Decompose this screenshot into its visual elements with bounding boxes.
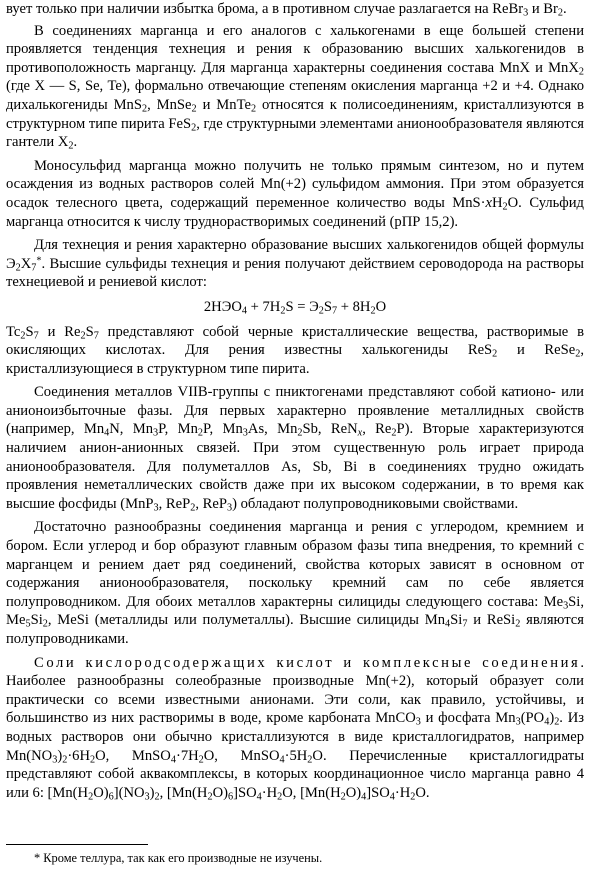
paragraph-salts [6,654,584,803]
paragraph-salts-body: . Наиболее разнообразны солеобразные производные Mn(+2), который образует соли практически со всеми известными анионами. Эти соли, как правило, устойчивы, и большинство из них растворимы в воде, кроме карбоната MnCO$_3$ и фосфата $Mn_3(PO_4)_2$. Из водных растворов они обычно кристаллизуются в виде кристаллогидратов, например $Mn(NO_3)_2\cdot 6H_2O$, $MnSO_4\cdot 7H_2O$, $MnSO_4\cdot 5H_2O$. Перечисленные кристаллогидраты представляют собой аквакомплексы, в которых координационное число марганца равно 4 или 6: $[Mn(H_2O)_6](NO_3)_2$, $[Mn(H_2O)_6]SO_4\cdot H_2O$, $[Mn(H_2O)_4]SO_4\cdot H_2O$. [6,654,585,803]
paragraph-monosulfide: Моносульфид марганца можно получить не только прямым синтезом, но и путем осаждения из водных растворов солей Mn(+2) сульфидом аммония. При этом образуется осадок телесного цвета, содержащий переменное количество воды $MnS\cdot xH_2O$. Сульфид марганца относится к числу труднорастворимых соединений (рПР 15,2). [6,157,584,230]
footnote: * Кроме теллура, так как его производные не изучены. [34,851,323,865]
page-content [6,0,584,807]
paragraph-higher-chalcogenides: Для технеция и рения характерно образование высших халькогенидов общей формулы $Э_2X_7^*$. Высшие сульфиды технеция и рения получают действием сероводорода на растворы технециевой и рениевой кислот: [6,237,584,291]
paragraph-continuation: вует только при наличии избытка брома, а в противном случае разлагается на ReBr$_3$ и $Br_2$. [6,1,567,19]
section-heading-salts: Соли кислородсодержащих кислот и комплексные соединения [34,654,581,671]
paragraph-carbon-silicon-boron: Достаточно разнообразны соединения марганца и рения с углеродом, кремнием и бором. Если углерод и бор образуют главным образом фазы типа внедрения, то кремний с марганцем и рением дает ряд соединений, свойства которых зависят в основном от содержания анионообразователя, поскольку кремний сам по себе является полупроводником. Для обоих металлов характерны силициды следующего состава: $Me_3Si$, $Me_5Si_2$, MeSi (металлиды или полуметаллы). Высшие силициды $Mn_4Si_7$ и ReSi$_2$ являются полупроводниками. [6,519,585,647]
footnote-divider [6,844,148,845]
paragraph-chalcogenides: В соединениях марганца и его аналогов с халькогенами в еще большей степени проявляется тенденция технеция и рения к образованию высших халькогенидов в противоположность марганцу. Для марганца характерны соединения состава MnX и MnX$_2$ (где X — S, Se, Te), формально отвечающие степеням окисления марганца +2 и +4. Однако дихалькогениды MnS$_2$, MnSe$_2$ и MnTe$_2$ относятся к полисоединениям, кристаллизуются в структурном типе пирита FeS$_2$, где структурными элементами анионообразователя являются гантели $X_2$. [6,22,584,152]
paragraph-pnictogens: Соединения металлов VIIB-группы с пниктогенами представляют собой катионо- или анионоизбыточные фазы. Для первых характерно проявление металлидных свойств (например, $Mn_4N$, $Mn_3P$, $Mn_2P$, $Mn_3As$, $Mn_2Sb$, ReN$_x$, $Re_2P$). Вторые характеризуются наличием анион-анионных связей. При этом существенную роль играет природа анионообразователя. Для полуметаллов As, Sb, Bi в соединениях трудно ожидать проявления неметаллических свойств даже при их высоком содержании, в то время как высшие фосфиды (MnP$_3$, ReP$_2$, ReP$_3$) обладают полупроводниковыми свойствами. [6,384,585,514]
paragraph-sulfides: $Tc_2S_7$ и $Re_2S_7$ представляют собой черные кристаллические вещества, растворимые в окисляющих кислотах. Для рения известны халькогениды ReS$_2$ и ReSe$_2$, кристаллизующиеся в структурном типе пирита. [6,323,584,377]
reaction-equation: $2HЭO_4 + 7H_2S = Э_2S_7 + 8H_2O$ [203,298,387,317]
